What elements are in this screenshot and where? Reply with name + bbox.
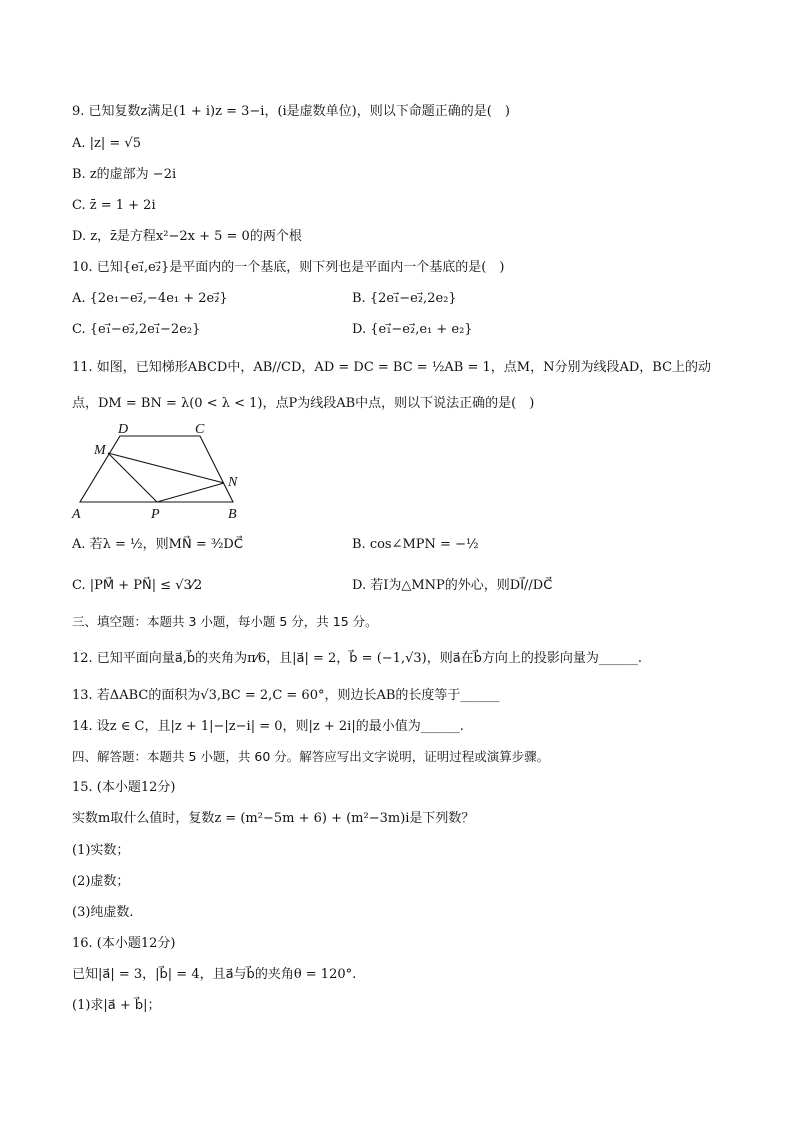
q9-option-c: C. z̄ = 1 + 2i	[72, 198, 156, 213]
q10-option-c: C. {e₁⃗−e₂⃗,2e₁⃗−2e₂}	[72, 322, 201, 337]
q15-part-1: (1)实数；	[72, 843, 130, 858]
q11-option-d: D. 若I为△MNP的外心，则DI⃗//DC⃗	[352, 578, 553, 593]
q11-option-c: C. |PM⃗ + PN⃗| ≤ √3⁄2	[72, 578, 203, 593]
trapezoid-diagram	[70, 420, 250, 520]
label-b: B	[228, 507, 237, 522]
q9-option-b: B. z的虚部为 −2i	[72, 167, 177, 182]
q16-stem: 已知|a⃗| = 3，|b⃗| = 4，且a⃗与b⃗的夹角θ = 120°.	[72, 967, 357, 982]
q11-stem-line1: 11. 如图，已知梯形ABCD中，AB//CD，AD = DC = BC = ½AB = 1，点M，N分别为线段AD，BC上的动	[72, 360, 712, 375]
q15-part-3: (3)纯虚数.	[72, 905, 134, 920]
label-c: C	[195, 422, 205, 437]
q9-option-a: A. |z| = √5	[72, 136, 141, 151]
segment-pn	[157, 483, 224, 502]
q10-option-a: A. {2e₁−e₂⃗,−4e₁ + 2e₂⃗}	[72, 291, 228, 306]
q9-option-d: D. z，z̄是方程x²−2x + 5 = 0的两个根	[72, 229, 302, 244]
label-p: P	[151, 507, 160, 522]
segment-mp	[108, 453, 157, 502]
trapezoid-figure	[70, 420, 250, 520]
q9-stem: 9. 已知复数z满足(1 + i)z = 3−i，(i是虚数单位)，则以下命题正确的是( )	[72, 104, 510, 119]
q16-part-1: (1)求|a⃗ + b⃗|；	[72, 998, 161, 1013]
q14: 14. 设z ∈ C，且|z + 1|−|z−i| = 0，则|z + 2i|的最小值为______.	[72, 719, 464, 734]
section-3-heading: 三、填空题：本题共 3 小题，每小题 5 分，共 15 分。	[72, 614, 378, 629]
label-d: D	[118, 422, 129, 437]
q11-option-b: B. cos∠MPN = −½	[352, 537, 479, 552]
q12: 12. 已知平面向量a⃗,b⃗的夹角为π⁄6，且|a⃗| = 2，b⃗ = (−1,√3)，则a⃗在b⃗方向上的投影向量为______.	[72, 651, 643, 666]
q15-stem: 实数m取什么值时，复数z = (m²−5m + 6) + (m²−3m)i是下列数？	[72, 811, 475, 826]
q15-part-2: (2)虚数；	[72, 874, 130, 889]
q15-header: 15. (本小题12分)	[72, 780, 176, 795]
label-a: A	[72, 507, 81, 522]
q16-header: 16. (本小题12分)	[72, 936, 176, 951]
q10-option-b: B. {2e₁⃗−e₂⃗,2e₂}	[352, 291, 457, 306]
q11-option-a: A. 若λ = ½，则MN⃗ = ³⁄₂DC⃗	[72, 537, 243, 552]
segment-mn	[108, 453, 224, 483]
label-m: M	[94, 443, 106, 458]
section-4-heading: 四、解答题：本题共 5 小题，共 60 分。解答应写出文字说明，证明过程或演算步骤。	[72, 749, 550, 764]
q11-stem-line2: 点，DM = BN = λ(0 < λ < 1)，点P为线段AB中点，则以下说法正确的是( )	[72, 396, 535, 411]
q10-option-d: D. {e₁⃗−e₂⃗,e₁ + e₂}	[352, 322, 473, 337]
q10-stem: 10. 已知{e₁⃗,e₂⃗}是平面内的一个基底，则下列也是平面内一个基底的是( )	[72, 260, 505, 275]
label-n: N	[228, 475, 238, 490]
q13: 13. 若ΔABC的面积为√3,BC = 2,C = 60°，则边长AB的长度等于______	[72, 688, 500, 703]
